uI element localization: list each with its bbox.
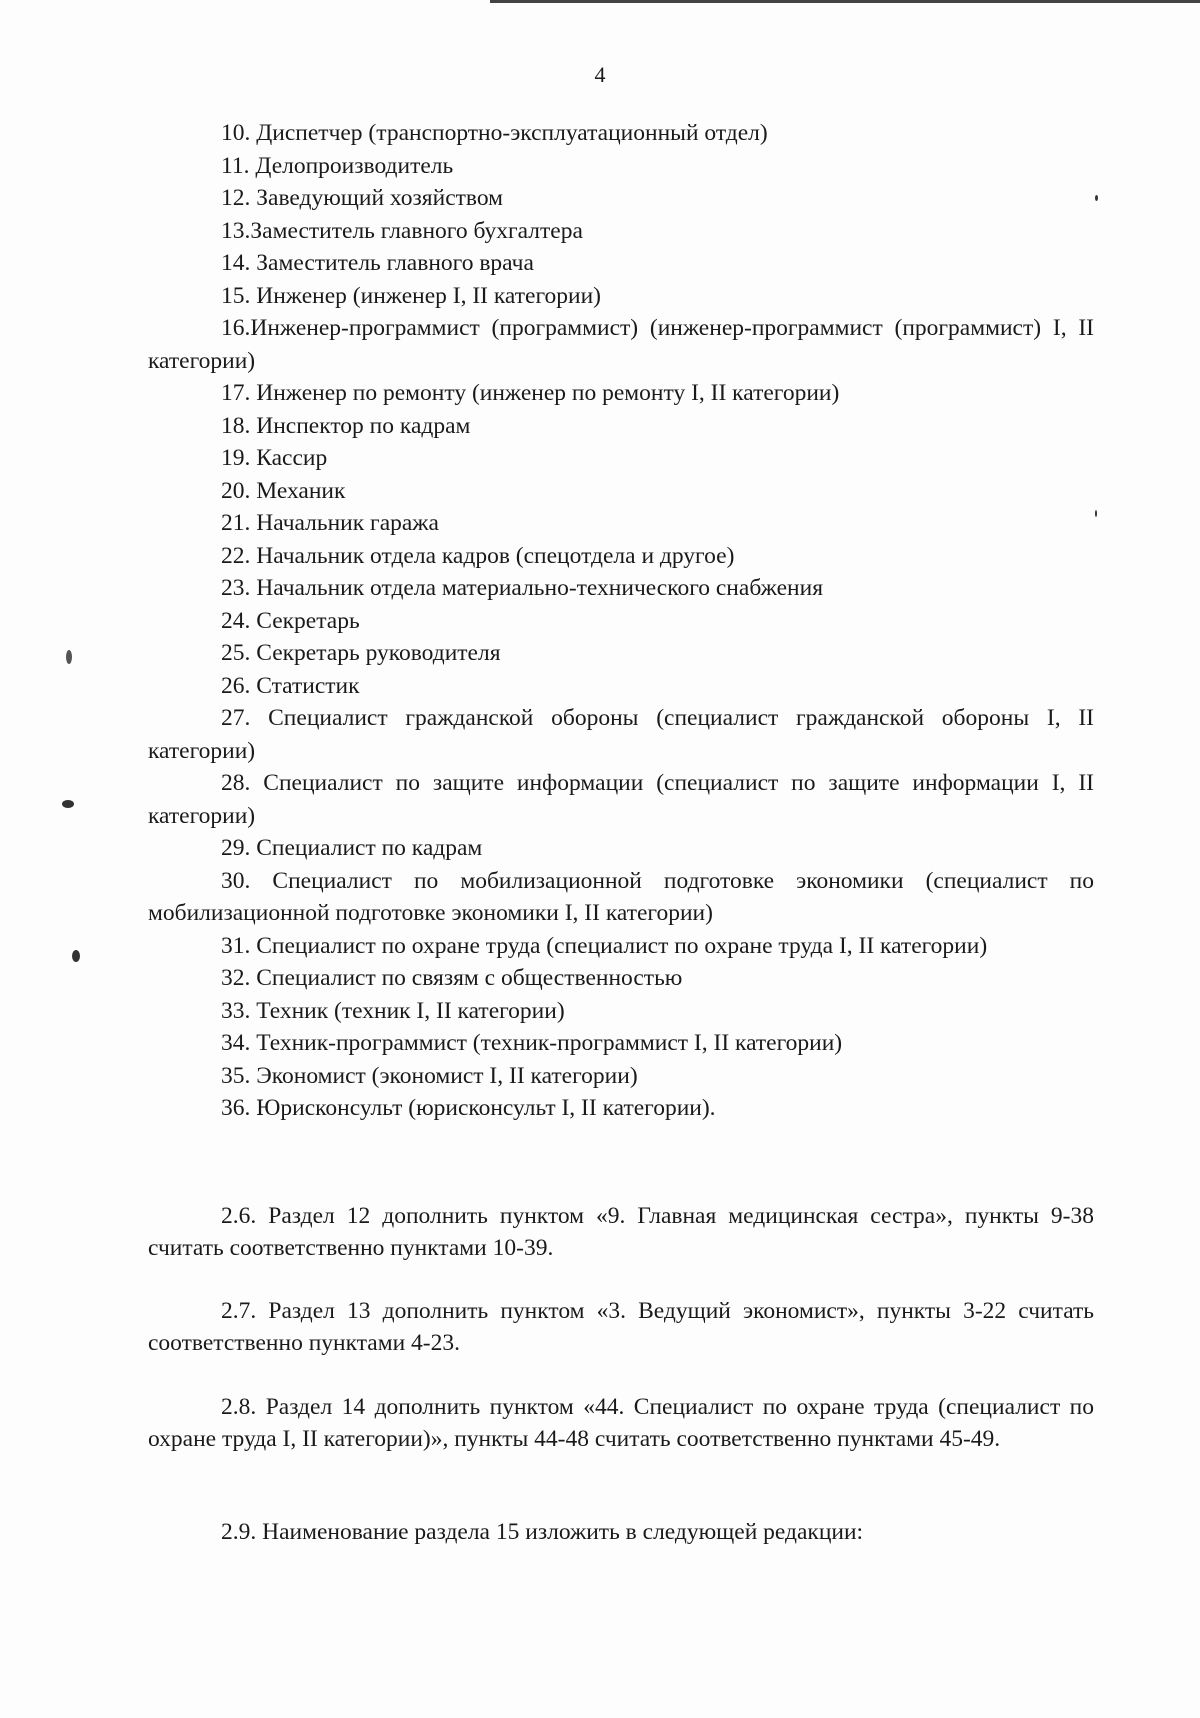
page-number: 4 (594, 62, 606, 87)
list-item: 14. Заместитель главного врача (221, 250, 534, 276)
paragraph-2-9: 2.9. Наименование раздела 15 изложить в следующей редакции: (221, 1519, 864, 1545)
list-item: 13.Заместитель главного бухгалтера (221, 217, 583, 244)
list-item: 20. Механик (221, 477, 346, 504)
list-item: 10. Диспетчер (транспортно-эксплуатационный отдел) (221, 120, 768, 146)
list-item: 24. Секретарь (221, 607, 360, 634)
position-list (148, 117, 1094, 1125)
scan-mark (62, 800, 74, 808)
list-item: 12. Заведующий хозяйством (221, 185, 503, 211)
paragraph-2-6: 2.6. Раздел 12 дополнить пунктом «9. Главная медицинская сестра», пункты 9-38 считать соответственно пунктами 10-39. (148, 1203, 1094, 1261)
list-item: 26. Статистик (221, 672, 360, 699)
scan-edge-line (490, 0, 1200, 3)
scan-mark (66, 650, 72, 664)
scan-mark (1095, 510, 1097, 517)
list-item: 19. Кассир (221, 445, 328, 471)
list-item: 16.Инженер-программист (программист) (инженер-программист (программист) I, II категории) (148, 315, 1094, 374)
list-item: 27. Специалист гражданской обороны (специалист гражданской обороны I, II категории) (148, 705, 1094, 764)
list-item: 21. Начальник гаража (221, 510, 439, 536)
list-item: 33. Техник (техник I, II категории) (221, 997, 565, 1024)
list-item: 11. Делопроизводитель (221, 152, 454, 179)
list-item: 36. Юрисконсульт (юрисконсульт I, II категории). (221, 1095, 716, 1121)
list-item: 32. Специалист по связям с общественностью (221, 965, 683, 991)
scan-mark (1095, 195, 1098, 201)
list-item: 35. Экономист (экономист I, II категории) (221, 1062, 638, 1089)
list-item: 29. Специалист по кадрам (221, 835, 483, 861)
list-item: 31. Специалист по охране труда (специалист по охране труда I, II категории) (221, 932, 988, 959)
list-item: 25. Секретарь руководителя (221, 640, 501, 666)
list-item: 23. Начальник отдела материально-технического снабжения (221, 575, 824, 601)
paragraph-2-8: 2.8. Раздел 14 дополнить пунктом «44. Специалист по охране труда (специалист по охране труда I, II категории)», пункты 44-48 считать соответственно пунктами 45-49. (148, 1394, 1094, 1452)
list-item: 15. Инженер (инженер I, II категории) (221, 282, 601, 309)
list-item: 34. Техник-программист (техник-программист I, II категории) (221, 1030, 843, 1056)
list-item: 22. Начальник отдела кадров (спецотдела и другое) (221, 542, 735, 569)
paragraph-2-7: 2.7. Раздел 13 дополнить пунктом «3. Ведущий экономист», пункты 3-22 считать соответственно пунктами 4-23. (148, 1298, 1094, 1356)
list-item: 28. Специалист по защите информации (специалист по защите информации I, II категории) (148, 770, 1094, 829)
list-item: 30. Специалист по мобилизационной подготовке экономики (специалист по мобилизационной подготовке экономики I, II категории) (148, 867, 1094, 926)
list-item: 18. Инспектор по кадрам (221, 412, 471, 439)
list-item: 17. Инженер по ремонту (инженер по ремонту I, II категории) (221, 380, 840, 406)
scan-mark (72, 950, 80, 962)
